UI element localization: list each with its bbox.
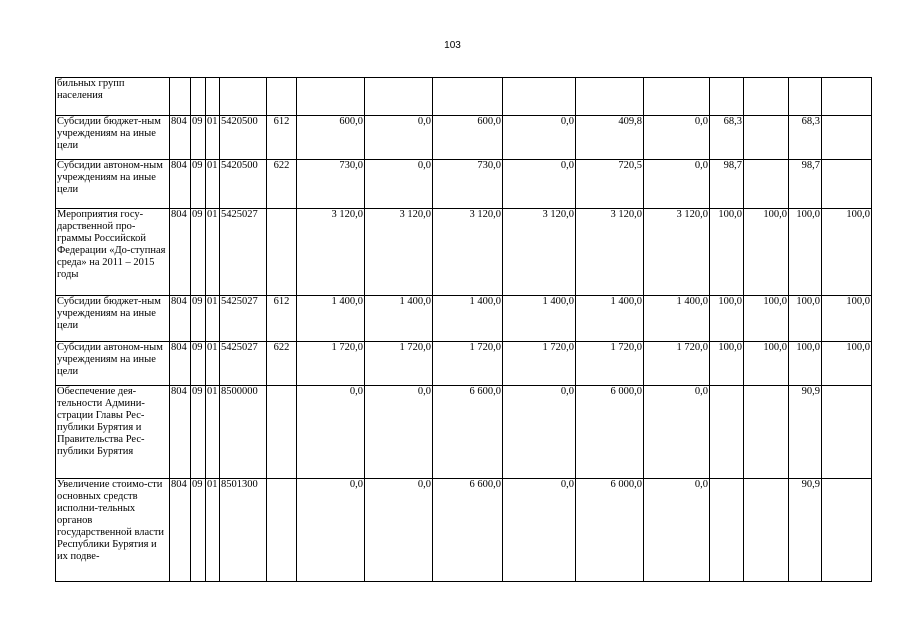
- amount-3: 1 400,0: [433, 296, 503, 342]
- amount-6: 3 120,0: [644, 209, 710, 296]
- amount-4: 0,0: [503, 386, 576, 479]
- table-row: [56, 479, 872, 582]
- code-subsection: 01: [206, 479, 220, 582]
- amount-5: 1 720,0: [576, 342, 644, 386]
- amount-2: 3 120,0: [365, 209, 433, 296]
- percent-4: [822, 78, 872, 116]
- code-subsection: [206, 78, 220, 116]
- amount-3: 730,0: [433, 160, 503, 209]
- amount-4: 3 120,0: [503, 209, 576, 296]
- code-section: 09: [191, 160, 206, 209]
- amount-4: 1 400,0: [503, 296, 576, 342]
- item-name: Субсидии бюджет-ным учреждениям на иные цели: [56, 296, 170, 342]
- code-subsection: 01: [206, 296, 220, 342]
- code-subsection: 01: [206, 386, 220, 479]
- percent-4: 100,0: [822, 296, 872, 342]
- code-section: 09: [191, 116, 206, 160]
- percent-2: 100,0: [744, 209, 789, 296]
- budget-table: [55, 77, 872, 582]
- code-expense-type: 612: [267, 116, 297, 160]
- amount-3: 6 600,0: [433, 386, 503, 479]
- code-expense-type: [267, 209, 297, 296]
- code-grbs: 804: [170, 386, 191, 479]
- table-row: [56, 160, 872, 209]
- amount-6: 0,0: [644, 479, 710, 582]
- amount-6: [644, 78, 710, 116]
- amount-2: 1 720,0: [365, 342, 433, 386]
- page-number: 103: [444, 40, 461, 51]
- table-row: [56, 209, 872, 296]
- percent-1: [710, 386, 744, 479]
- code-section: 09: [191, 479, 206, 582]
- percent-3: 68,3: [789, 116, 822, 160]
- percent-1: [710, 78, 744, 116]
- code-section: [191, 78, 206, 116]
- amount-6: 1 400,0: [644, 296, 710, 342]
- item-name: бильных групп населения: [56, 78, 170, 116]
- table-row: [56, 78, 872, 116]
- code-target-article: [220, 78, 267, 116]
- amount-6: 0,0: [644, 160, 710, 209]
- percent-4: 100,0: [822, 342, 872, 386]
- amount-4: 0,0: [503, 479, 576, 582]
- amount-3: 3 120,0: [433, 209, 503, 296]
- percent-2: [744, 479, 789, 582]
- code-expense-type: 622: [267, 342, 297, 386]
- code-expense-type: [267, 479, 297, 582]
- code-grbs: 804: [170, 342, 191, 386]
- amount-5: [576, 78, 644, 116]
- amount-1: 0,0: [297, 386, 365, 479]
- percent-4: 100,0: [822, 209, 872, 296]
- code-grbs: 804: [170, 160, 191, 209]
- percent-4: [822, 160, 872, 209]
- code-section: 09: [191, 342, 206, 386]
- code-grbs: [170, 78, 191, 116]
- table-row: [56, 386, 872, 479]
- code-section: 09: [191, 209, 206, 296]
- code-grbs: 804: [170, 296, 191, 342]
- percent-3: 98,7: [789, 160, 822, 209]
- amount-2: 0,0: [365, 160, 433, 209]
- amount-5: 720,5: [576, 160, 644, 209]
- percent-2: [744, 160, 789, 209]
- amount-2: 0,0: [365, 479, 433, 582]
- percent-1: 100,0: [710, 342, 744, 386]
- amount-5: 6 000,0: [576, 479, 644, 582]
- amount-3: [433, 78, 503, 116]
- table-row: [56, 296, 872, 342]
- amount-2: 0,0: [365, 116, 433, 160]
- percent-2: [744, 116, 789, 160]
- item-name: Мероприятия госу-дарственной про-граммы Российской Федерации «До-ступная среда» на 2011 – 2015 годы: [56, 209, 170, 296]
- percent-4: [822, 386, 872, 479]
- code-subsection: 01: [206, 116, 220, 160]
- code-subsection: 01: [206, 160, 220, 209]
- code-section: 09: [191, 296, 206, 342]
- amount-4: 1 720,0: [503, 342, 576, 386]
- code-grbs: 804: [170, 116, 191, 160]
- amount-1: 730,0: [297, 160, 365, 209]
- code-subsection: 01: [206, 342, 220, 386]
- percent-2: [744, 386, 789, 479]
- percent-3: 90,9: [789, 386, 822, 479]
- code-expense-type: [267, 78, 297, 116]
- amount-6: 0,0: [644, 116, 710, 160]
- percent-1: [710, 479, 744, 582]
- percent-3: 100,0: [789, 296, 822, 342]
- percent-3: 100,0: [789, 209, 822, 296]
- amount-5: 1 400,0: [576, 296, 644, 342]
- amount-2: [365, 78, 433, 116]
- percent-1: 68,3: [710, 116, 744, 160]
- code-target-article: 5425027: [220, 296, 267, 342]
- code-target-article: 5420500: [220, 160, 267, 209]
- amount-1: [297, 78, 365, 116]
- amount-5: 6 000,0: [576, 386, 644, 479]
- table-row: [56, 342, 872, 386]
- code-grbs: 804: [170, 209, 191, 296]
- amount-5: 3 120,0: [576, 209, 644, 296]
- percent-3: 90,9: [789, 479, 822, 582]
- code-target-article: 5425027: [220, 342, 267, 386]
- amount-4: [503, 78, 576, 116]
- amount-6: 1 720,0: [644, 342, 710, 386]
- percent-4: [822, 479, 872, 582]
- amount-3: 600,0: [433, 116, 503, 160]
- amount-4: 0,0: [503, 116, 576, 160]
- amount-3: 6 600,0: [433, 479, 503, 582]
- amount-2: 0,0: [365, 386, 433, 479]
- amount-5: 409,8: [576, 116, 644, 160]
- percent-3: [789, 78, 822, 116]
- item-name: Увеличение стоимо-сти основных средств исполни-тельных органов государственной власти Республики Бурятия и их подве-: [56, 479, 170, 582]
- amount-1: 1 720,0: [297, 342, 365, 386]
- code-target-article: 5425027: [220, 209, 267, 296]
- amount-6: 0,0: [644, 386, 710, 479]
- code-target-article: 8501300: [220, 479, 267, 582]
- item-name: Субсидии бюджет-ным учреждениям на иные цели: [56, 116, 170, 160]
- amount-1: 600,0: [297, 116, 365, 160]
- percent-1: 100,0: [710, 209, 744, 296]
- code-expense-type: [267, 386, 297, 479]
- amount-2: 1 400,0: [365, 296, 433, 342]
- code-grbs: 804: [170, 479, 191, 582]
- amount-1: 3 120,0: [297, 209, 365, 296]
- code-target-article: 8500000: [220, 386, 267, 479]
- percent-1: 100,0: [710, 296, 744, 342]
- item-name: Субсидии автоном-ным учреждениям на иные цели: [56, 342, 170, 386]
- item-name: Обеспечение дея-тельности Админи-страции Главы Рес-публики Бурятия и Правительства Рес-публики Бурятия: [56, 386, 170, 479]
- amount-3: 1 720,0: [433, 342, 503, 386]
- code-subsection: 01: [206, 209, 220, 296]
- amount-1: 1 400,0: [297, 296, 365, 342]
- item-name: Субсидии автоном-ным учреждениям на иные цели: [56, 160, 170, 209]
- percent-2: 100,0: [744, 342, 789, 386]
- amount-1: 0,0: [297, 479, 365, 582]
- code-expense-type: 612: [267, 296, 297, 342]
- percent-1: 98,7: [710, 160, 744, 209]
- table-row: [56, 116, 872, 160]
- code-expense-type: 622: [267, 160, 297, 209]
- code-target-article: 5420500: [220, 116, 267, 160]
- code-section: 09: [191, 386, 206, 479]
- percent-2: 100,0: [744, 296, 789, 342]
- percent-3: 100,0: [789, 342, 822, 386]
- percent-4: [822, 116, 872, 160]
- percent-2: [744, 78, 789, 116]
- amount-4: 0,0: [503, 160, 576, 209]
